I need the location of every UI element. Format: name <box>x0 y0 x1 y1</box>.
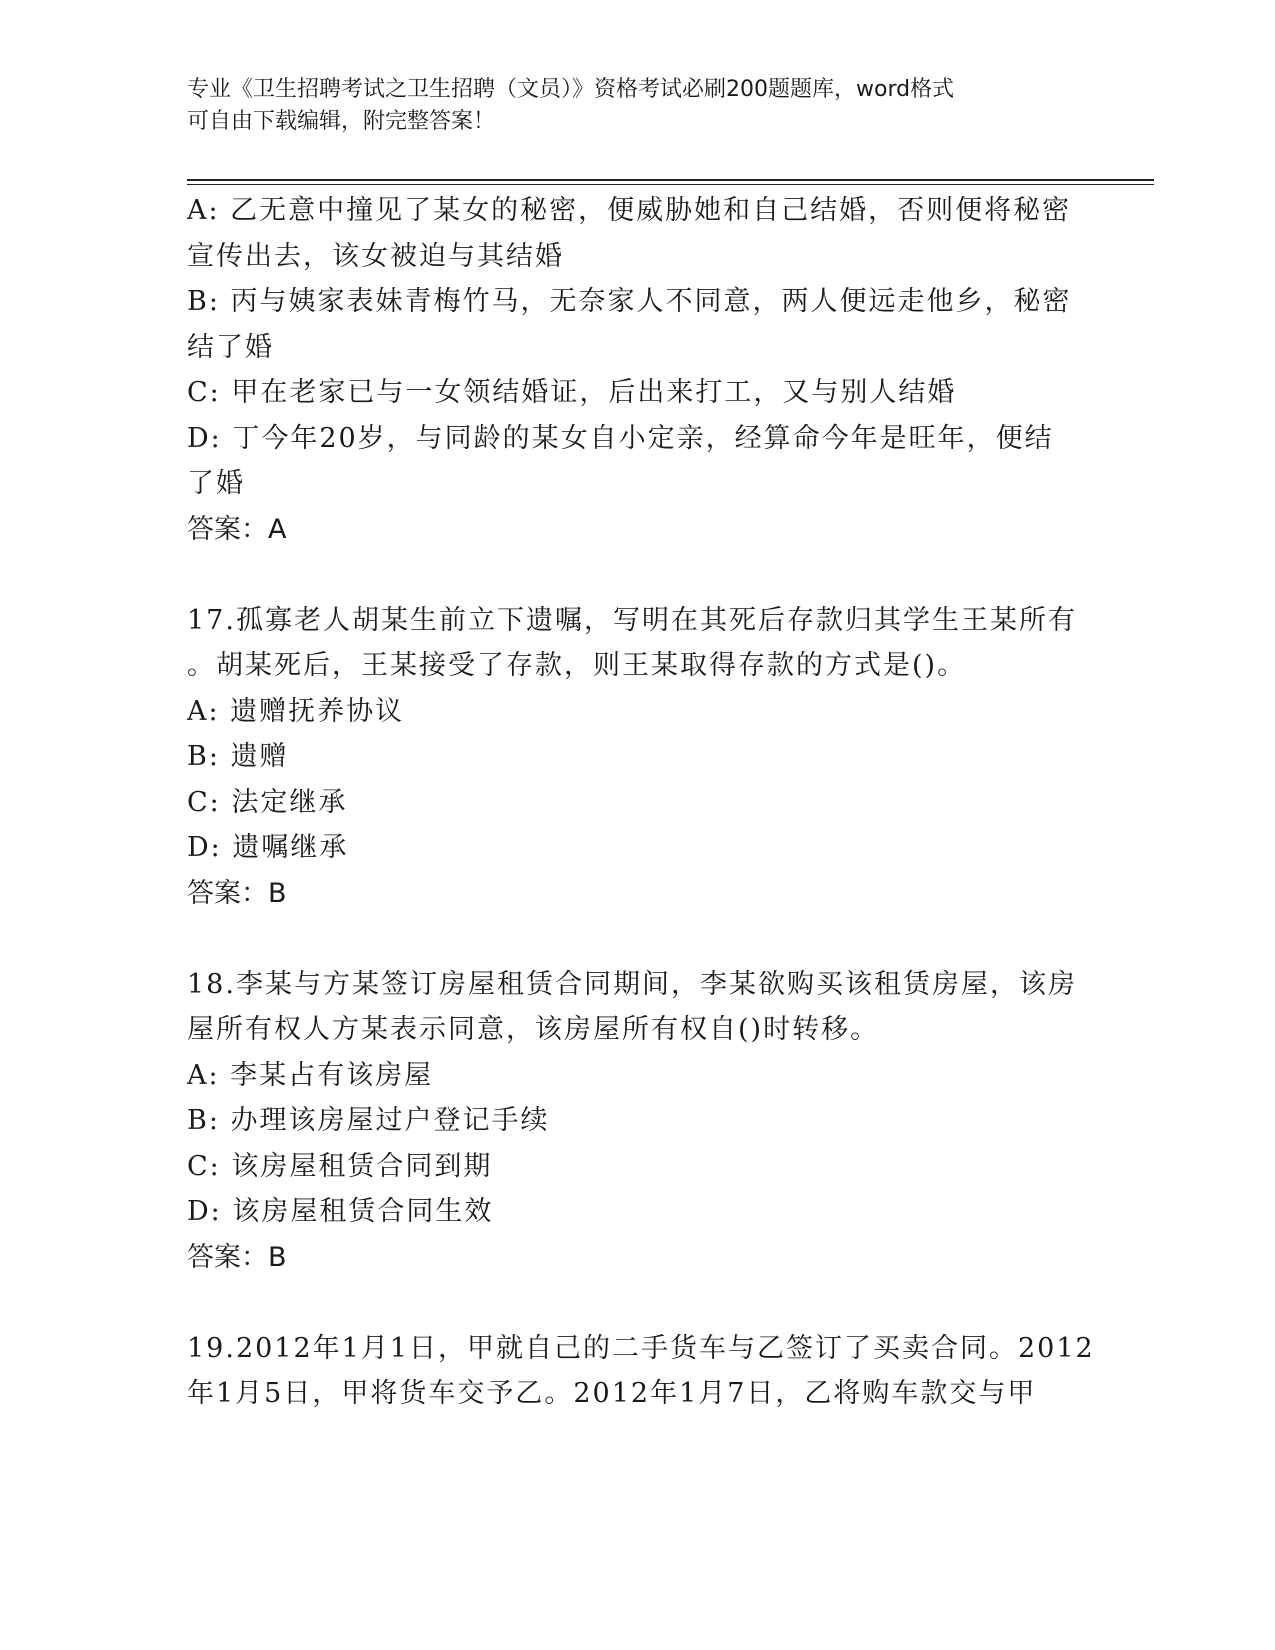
option-a-line-2: 宣传出去，该女被迫与其结婚 <box>187 240 564 272</box>
question-stem-line-2: 屋所有权人方某表示同意，该房屋所有权自()时转移。 <box>187 1014 880 1045</box>
option-b-line-2: 结了婚 <box>187 331 274 363</box>
option-d-line-1: D: 丁今年20岁，与同龄的某女自小定亲，经算命今年是旺年，便结 <box>187 422 1054 454</box>
question-list <box>187 188 1095 1417</box>
question-stem-line-2: 年1月5日，甲将货车交予乙。2012年1月7日，乙将购车款交与甲 <box>187 1378 1037 1409</box>
option-a-line-1: A: 乙无意中撞见了某女的秘密，便威胁她和自己结婚，否则便将秘密 <box>187 195 1072 226</box>
question-16 <box>187 188 1087 552</box>
question-stem-line-2: 。胡某死后，王某接受了存款，则王某取得存款的方式是()。 <box>187 650 967 681</box>
option-a: A: 李某占有该房屋 <box>187 1059 434 1091</box>
question-19 <box>187 1326 1095 1417</box>
option-c: C: 法定继承 <box>187 786 348 818</box>
header-divider-thin <box>187 184 1154 185</box>
question-stem-line-1: 19.2012年1月1日，甲就自己的二手货车与乙签订了买卖合同。2012 <box>187 1332 1095 1364</box>
option-d: D: 该房屋租赁合同生效 <box>187 1196 494 1227</box>
option-c: C: 甲在老家已与一女领结婚证，后出来打工，又与别人结婚 <box>187 377 957 408</box>
option-c: C: 该房屋租赁合同到期 <box>187 1150 493 1182</box>
option-b: B: 办理该房屋过户登记手续 <box>187 1105 550 1136</box>
header-divider-thick <box>187 179 1154 181</box>
spacer <box>187 552 1087 598</box>
option-b-line-1: B: 丙与姨家表妹青梅竹马，无奈家人不同意，两人便远走他乡，秘密 <box>187 286 1072 317</box>
question-stem-line-1: 17.孤寡老人胡某生前立下遗嘱，写明在其死后存款归其学生王某所有 <box>187 604 1077 636</box>
question-18 <box>187 962 1087 1281</box>
question-17 <box>187 598 1087 917</box>
answer: 答案：A <box>187 513 287 545</box>
header-line-2: 可自由下载编辑，附完整答案！ <box>187 109 496 134</box>
option-b: B: 遗赠 <box>187 741 289 772</box>
header-line-1: 专业《卫生招聘考试之卫生招聘（文员）》资格考试必刷200题题库，word格式 <box>187 77 955 102</box>
option-d-line-2: 了婚 <box>187 468 245 499</box>
question-stem-line-1: 18.李某与方某签订房屋租赁合同期间，李某欲购买该租赁房屋，该房 <box>187 968 1077 1000</box>
option-a: A: 遗赠抚养协议 <box>187 695 405 727</box>
spacer <box>187 916 1087 962</box>
answer: 答案：B <box>187 877 287 909</box>
spacer <box>187 1280 1087 1326</box>
answer: 答案：B <box>187 1241 287 1273</box>
page-header <box>187 74 1067 138</box>
option-d: D: 遗嘱继承 <box>187 832 349 863</box>
